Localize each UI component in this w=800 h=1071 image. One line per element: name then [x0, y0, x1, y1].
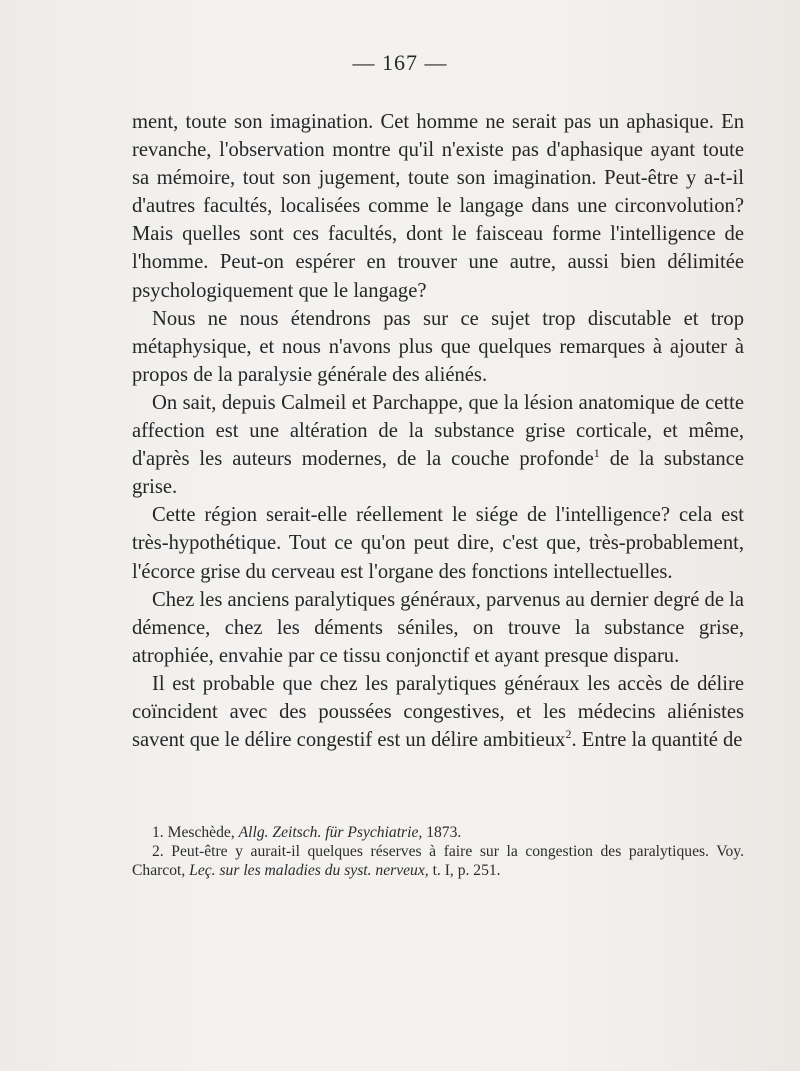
footnote-1-title: Allg. Zeitsch. für Psychiatrie,	[238, 824, 423, 841]
footnotes	[132, 823, 744, 880]
footnote-2-title: Leç. sur les maladies du syst. nerveux,	[189, 862, 429, 879]
paragraph-1: ment, toute son imagination. Cet homme ne serait pas un aphasique. En revanche, l'observation montre qu'il n'existe pas d'aphasique ayant toute sa mémoire, tout son jugement, toute son imagination. Peut-être y a-t-il d'autres facultés, localisées comme le langage dans une circonvolution? Mais quelles sont ces facultés, dont le faisceau forme l'intelligence de l'homme. Peut-on espérer en trouver une autre, aussi bien délimitée psychologiquement que le langage?	[132, 111, 744, 302]
footnote-1-rest: 1873.	[426, 824, 462, 841]
footnote-ref-2: 2	[565, 727, 572, 742]
footnote-2-text: Peut-être y aurait-il quelques réserves à faire sur la congestion des paralytiques. Voy. Charcot,	[132, 843, 744, 879]
footnote-2	[132, 842, 744, 880]
paragraph-6-text-b: . Entre la quantité de	[571, 729, 743, 752]
page-number: — 167 —	[352, 50, 448, 75]
paragraph-3-text-a: On sait, depuis Calmeil et Parchappe, que la lésion anatomique de cette affection est une altération de la substance grise corticale, et même, d'après les auteurs modernes, de la couche profonde	[132, 391, 744, 471]
footnote-ref-1: 1	[593, 446, 600, 461]
paragraph-3	[132, 389, 744, 501]
paragraph-2: Nous ne nous étendrons pas sur ce sujet trop discutable et trop métaphysique, et nous n'avons plus que quelques remarques à ajouter à propos de la paralysie générale des aliénés.	[132, 307, 744, 386]
paragraph-3-text-b: de la substance grise.	[132, 448, 744, 499]
footnote-1	[132, 823, 744, 842]
paragraph-6-text-a: Il est probable que chez les paralytiques généraux les accès de délire coïncident avec des poussées congestives, et les médecins aliénistes savent que le délire congestif est un délire ambitieux	[132, 672, 744, 752]
footnote-2-number: 2.	[152, 843, 164, 860]
paragraph-5: Chez les anciens paralytiques généraux, parvenus au dernier degré de la démence, chez les déments séniles, on trouve la substance grise, atrophiée, envahie par ce tissu conjonctif et ayant presque disparu.	[132, 588, 744, 667]
footnote-2-rest: t. I, p. 251.	[432, 862, 501, 879]
paragraph-4: Cette région serait-elle réellement le siége de l'intelligence? cela est très-hypothétique. Tout ce qu'on peut dire, c'est que, très-probablement, l'écorce grise du cerveau est l'organe des fonctions intellectuelles.	[132, 504, 744, 583]
paragraph-6	[132, 670, 744, 754]
footnote-1-author: Meschède,	[167, 824, 235, 841]
body-text	[132, 108, 744, 754]
footnote-1-number: 1.	[152, 824, 164, 841]
